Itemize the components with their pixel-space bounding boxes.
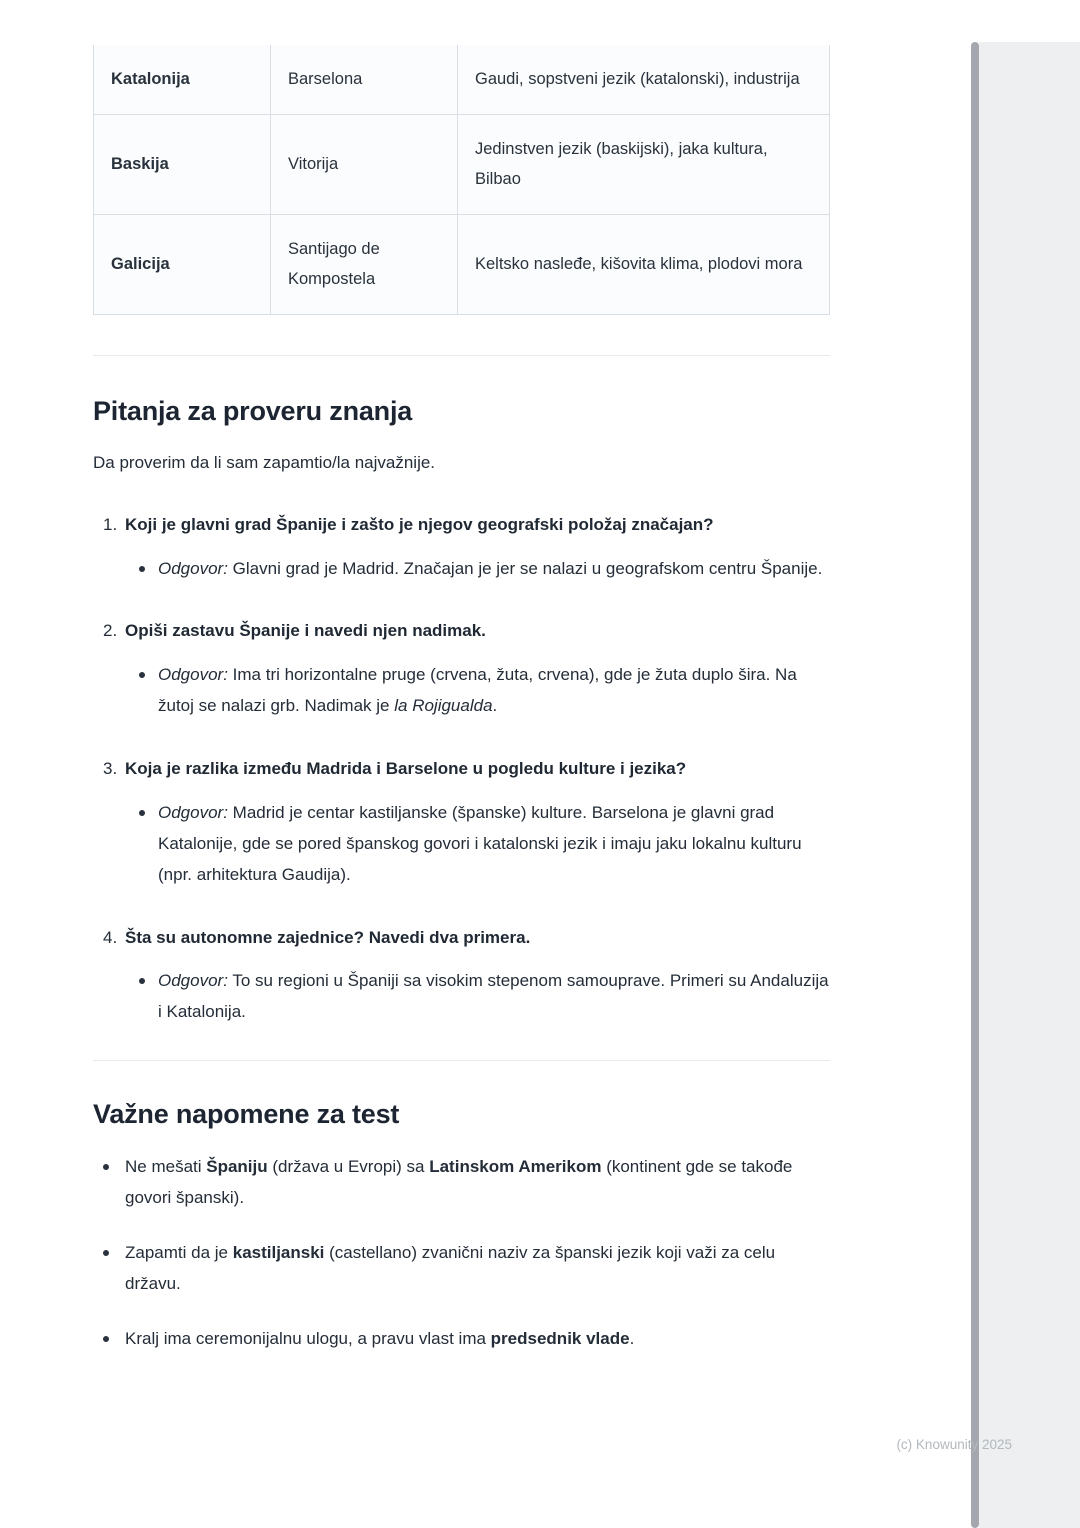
notes-section-title: Važne napomene za test (93, 1099, 400, 1130)
note-item (93, 1238, 830, 1300)
features-cell: Jedinstven jezik (baskijski), jaka kultura, Bilbao (458, 114, 830, 214)
table-row (94, 45, 830, 114)
region-cell: Galicija (94, 214, 271, 314)
question-text: Koji je glavni grad Španije i zašto je njegov geografski položaj značajan? (125, 514, 714, 534)
answer-item (93, 798, 830, 891)
section-divider (93, 1060, 830, 1061)
note-text: Zapamti da je kastiljanski (castellano) zvanični naziv za španski jezik koji važi za celu državu. (125, 1243, 776, 1294)
question-text: Koja je razlika između Madrida i Barselone u pogledu kulture i jezika? (125, 759, 687, 779)
viewer-background (979, 42, 1080, 1528)
city-cell: Vitorija (271, 114, 458, 214)
answer-text: Odgovor: To su regioni u Španiji sa visokim stepenom samouprave. Primeri su Andaluzija i Katalonija. (158, 971, 829, 1022)
question-item (93, 510, 830, 585)
bullet-icon (139, 978, 145, 984)
answer-text: Odgovor: Madrid je centar kastiljanske (španske) kulture. Barselona je glavni grad Katalonije, gde se pored španskog govori i katalonski jezik i imaju jaku lokalnu kulturu (npr. arhitektura Gaudija). (158, 802, 802, 884)
features-cell: Keltsko nasleđe, kišovita klima, plodovi mora (458, 214, 830, 314)
question-number: 1. (103, 514, 118, 534)
note-text: Ne mešati Španiju (država u Evropi) sa Latinskom Amerikom (kontinent gde se takođe govori španski). (125, 1157, 793, 1208)
note-text: Kralj ima ceremonijalnu ulogu, a pravu vlast ima predsednik vlade. (125, 1329, 635, 1349)
region-cell: Baskija (94, 114, 271, 214)
questions-section-title: Pitanja za proveru znanja (93, 395, 413, 426)
city-cell: Barselona (271, 45, 458, 114)
answer-text: Odgovor: Glavni grad je Madrid. Značajan je jer se nalazi u geografskom centru Španije. (158, 558, 823, 578)
questions-section (93, 396, 830, 1029)
question-row (93, 754, 830, 784)
regions-table (93, 45, 830, 315)
bullet-icon (103, 1164, 109, 1170)
question-number: 3. (103, 759, 118, 779)
questions-intro: Da proverim da li sam zapamtio/la najvažnije. (93, 452, 436, 472)
watermark: (c) Knowunity 2025 (896, 1437, 1012, 1452)
bullet-icon (103, 1250, 109, 1256)
table-row (94, 114, 830, 214)
question-item (93, 754, 830, 891)
bullet-icon (103, 1336, 109, 1342)
document-content (93, 0, 830, 1355)
answer-item (93, 966, 830, 1028)
note-item (93, 1324, 830, 1355)
bullet-icon (139, 810, 145, 816)
section-divider (93, 355, 830, 356)
question-row (93, 923, 830, 953)
notes-section (93, 1099, 830, 1355)
question-text: Šta su autonomne zajednice? Navedi dva primera. (125, 927, 531, 947)
question-text: Opiši zastavu Španije i navedi njen nadimak. (125, 621, 486, 641)
question-row (93, 510, 830, 540)
region-cell: Katalonija (94, 45, 271, 114)
city-cell: Santijago de Kompostela (271, 214, 458, 314)
answer-item (93, 554, 830, 585)
answer-item (93, 660, 830, 722)
scrollbar-thumb[interactable] (971, 42, 979, 1528)
question-number: 4. (103, 927, 118, 947)
table-row (94, 214, 830, 314)
note-item (93, 1152, 830, 1214)
question-item (93, 923, 830, 1029)
question-number: 2. (103, 621, 118, 641)
answer-text: Odgovor: Ima tri horizontalne pruge (crvena, žuta, crvena), gde je žuta duplo šira. Na žutoj se nalazi grb. Nadimak je la Rojigualda. (158, 665, 797, 716)
bullet-icon (139, 566, 145, 572)
features-cell: Gaudi, sopstveni jezik (katalonski), industrija (458, 45, 830, 114)
bullet-icon (139, 672, 145, 678)
question-item (93, 616, 830, 722)
question-row (93, 616, 830, 646)
